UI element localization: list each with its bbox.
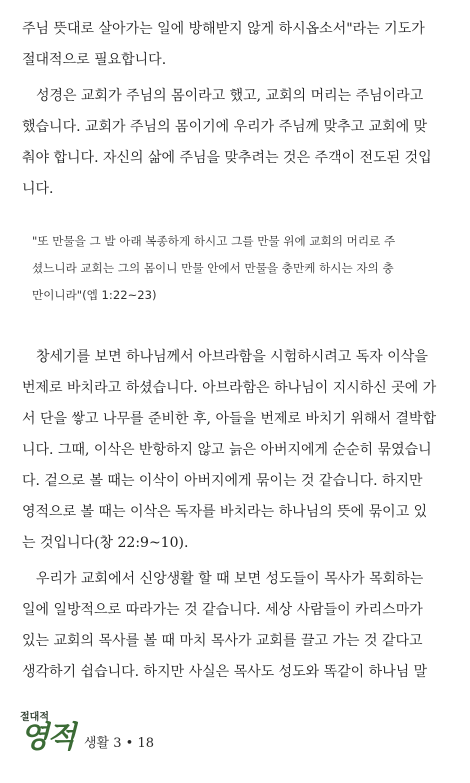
paragraph-line: 우리가 교회에서 신앙생활 할 때 보면 성도들이 목사가 목회하는 (36, 571, 424, 587)
quote-line: 만이니라"(엡 1:22~23) (32, 288, 157, 302)
paragraph-line: 는 것입니다(창 22:9~10). (22, 535, 189, 551)
footer-page-number: 생활 3 • 18 (84, 736, 154, 751)
paragraph-line: 번제로 바치라고 하셨습니다. 아브라함은 하나님이 지시하신 곳에 가 (22, 380, 437, 396)
paragraph-line: 영적으로 볼 때는 이삭은 독자를 바치라는 하나님의 뜻에 묶이고 있 (22, 504, 428, 520)
quote-line: 셨느니라 교회는 그의 몸이니 만물 안에서 만물을 충만케 하시는 자의 충 (32, 261, 394, 275)
paragraph-line: 일에 일방적으로 따라가는 것 같습니다. 세상 사람들이 카리스마가 (22, 602, 423, 618)
scripture-quote (32, 228, 442, 309)
paragraph-line: 주님 뜻대로 살아가는 일에 방해받지 않게 하시옵소서"라는 기도가 (22, 21, 425, 37)
quote-line: "또 만물을 그 발 아래 복종하게 하시고 그를 만물 위에 교회의 머리로 주 (32, 234, 396, 248)
page-footer (20, 708, 220, 768)
paragraph-line: 춰야 합니다. 자신의 삶에 주님을 맞추려는 것은 주객이 전도된 것입 (22, 150, 432, 166)
footer-logo-text: 영적 (20, 720, 74, 755)
paragraph-line: 있는 교회의 목사를 볼 때 마치 목사가 교회를 끌고 가는 것 같다고 (22, 633, 423, 649)
paragraph-1 (22, 14, 448, 76)
paragraph-line: 다. 겉으로 볼 때는 이삭이 아버지에게 묶이는 것 같습니다. 하지만 (22, 473, 423, 489)
paragraph-line: 절대적으로 필요합니다. (22, 52, 167, 68)
paragraph-line: 서 단을 쌓고 나무를 준비한 후, 아들을 번제로 바치기 위해서 결박합 (22, 411, 437, 427)
paragraph-line: 했습니다. 교회가 주님의 몸이기에 우리가 주님께 맞추고 교회에 맞 (22, 119, 428, 135)
paragraph-line: 창세기를 보면 하나님께서 아브라함을 시험하시려고 독자 이삭을 (36, 349, 428, 365)
paragraph-line: 성경은 교회가 주님의 몸이라고 했고, 교회의 머리는 주님이라고 (36, 88, 424, 104)
paragraph-4 (22, 564, 448, 688)
paragraph-line: 생각하기 쉽습니다. 하지만 사실은 목사도 성도와 똑같이 하나님 말 (22, 664, 428, 680)
footer-series-label: 절대적 (20, 712, 49, 723)
paragraph-2 (22, 81, 448, 205)
paragraph-3 (22, 342, 448, 559)
paragraph-line: 니다. (22, 181, 54, 197)
paragraph-line: 니다. 그때, 이삭은 반항하지 않고 늙은 아버지에게 순순히 묶였습니 (22, 442, 432, 458)
